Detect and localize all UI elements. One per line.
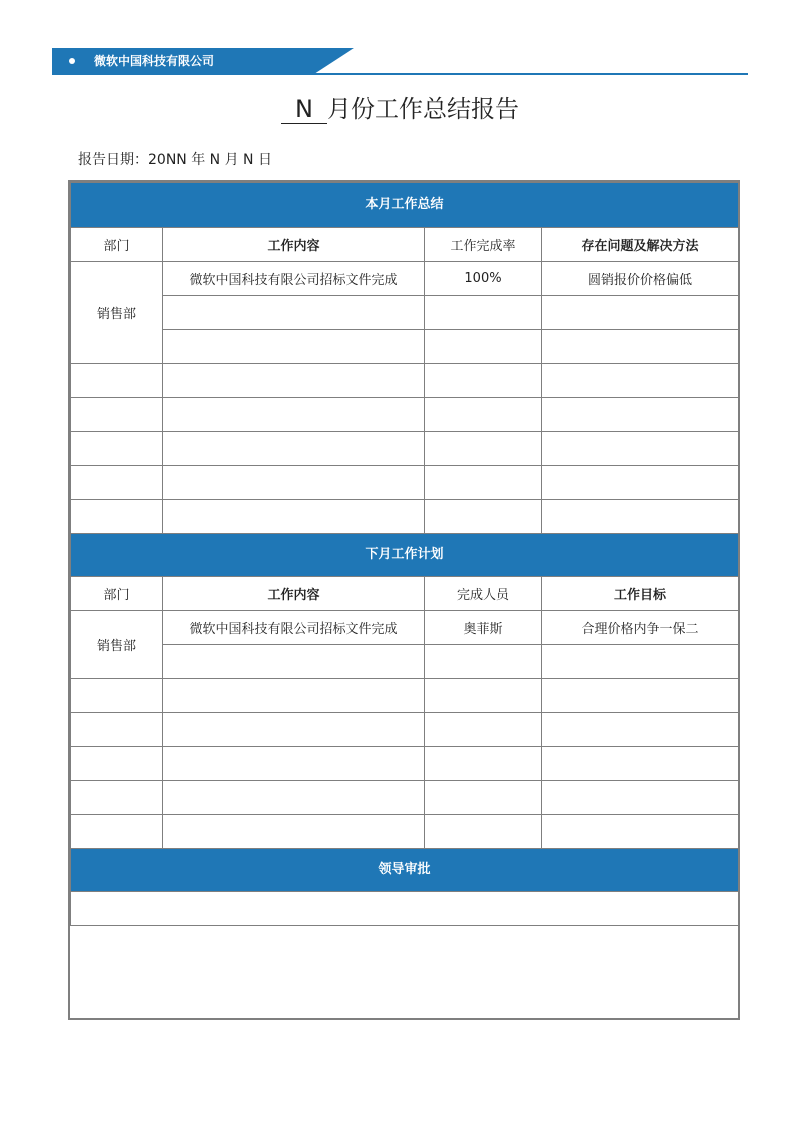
empty-cell[interactable]	[542, 747, 739, 781]
empty-cell[interactable]	[163, 679, 425, 713]
empty-cell[interactable]	[71, 781, 163, 815]
empty-cell[interactable]	[163, 364, 425, 398]
col-header-content: 工作内容	[163, 577, 425, 611]
empty-cell[interactable]	[542, 679, 739, 713]
empty-cell[interactable]	[163, 296, 425, 330]
empty-cell[interactable]	[71, 466, 163, 500]
banner-tail	[314, 48, 354, 74]
header-banner	[52, 48, 800, 76]
col-header-goal: 工作目标	[542, 577, 739, 611]
empty-cell[interactable]	[425, 815, 542, 849]
col-header-content: 工作内容	[163, 228, 425, 262]
empty-cell[interactable]	[425, 781, 542, 815]
empty-cell[interactable]	[425, 645, 542, 679]
section-next-month: 下月工作计划	[71, 534, 739, 577]
section-this-month: 本月工作总结	[71, 183, 739, 228]
empty-cell[interactable]	[163, 645, 425, 679]
empty-cell[interactable]	[425, 398, 542, 432]
report-grid	[70, 182, 739, 926]
empty-cell[interactable]	[163, 781, 425, 815]
empty-cell[interactable]	[542, 466, 739, 500]
empty-cell[interactable]	[542, 815, 739, 849]
month-blank[interactable]: N	[281, 95, 327, 124]
empty-cell[interactable]	[163, 500, 425, 534]
empty-cell[interactable]	[71, 500, 163, 534]
empty-cell[interactable]	[71, 398, 163, 432]
empty-cell[interactable]	[542, 330, 739, 364]
col-header-rate: 工作完成率	[425, 228, 542, 262]
empty-cell[interactable]	[542, 398, 739, 432]
goal-cell[interactable]: 合理价格内争一保二	[542, 611, 739, 645]
empty-cell[interactable]	[425, 330, 542, 364]
empty-cell[interactable]	[163, 466, 425, 500]
page-title	[0, 92, 800, 126]
dept-cell[interactable]: 销售部	[71, 611, 163, 679]
empty-cell[interactable]	[542, 645, 739, 679]
empty-cell[interactable]	[542, 296, 739, 330]
approval-area[interactable]	[71, 892, 739, 926]
report-table	[68, 180, 740, 1020]
empty-cell[interactable]	[425, 747, 542, 781]
empty-cell[interactable]	[163, 747, 425, 781]
empty-cell[interactable]	[542, 432, 739, 466]
staff-cell[interactable]: 奥菲斯	[425, 611, 542, 645]
empty-cell[interactable]	[163, 815, 425, 849]
dept-cell[interactable]: 销售部	[71, 262, 163, 364]
col-header-staff: 完成人员	[425, 577, 542, 611]
empty-cell[interactable]	[425, 679, 542, 713]
section-approval: 领导审批	[71, 849, 739, 892]
empty-cell[interactable]	[163, 398, 425, 432]
col-header-dept: 部门	[71, 228, 163, 262]
empty-cell[interactable]	[542, 781, 739, 815]
col-header-dept: 部门	[71, 577, 163, 611]
empty-cell[interactable]	[425, 466, 542, 500]
empty-cell[interactable]	[425, 432, 542, 466]
issues-cell[interactable]: 圆销报价价格偏低	[542, 262, 739, 296]
content-cell[interactable]: 微软中国科技有限公司招标文件完成	[163, 262, 425, 296]
empty-cell[interactable]	[71, 364, 163, 398]
empty-cell[interactable]	[71, 713, 163, 747]
empty-cell[interactable]	[71, 747, 163, 781]
title-text: 月份工作总结报告	[327, 95, 519, 123]
report-date: 报告日期：20NN 年 N 月 N 日	[78, 152, 272, 168]
rate-cell[interactable]: 100%	[425, 262, 542, 296]
empty-cell[interactable]	[71, 815, 163, 849]
banner-line	[52, 73, 748, 75]
empty-cell[interactable]	[163, 713, 425, 747]
company-name: 微软中国科技有限公司	[94, 54, 215, 68]
empty-cell[interactable]	[163, 432, 425, 466]
empty-cell[interactable]	[71, 679, 163, 713]
empty-cell[interactable]	[425, 296, 542, 330]
bullet-icon	[69, 58, 75, 64]
empty-cell[interactable]	[425, 500, 542, 534]
empty-cell[interactable]	[425, 713, 542, 747]
col-header-issues: 存在问题及解决方法	[542, 228, 739, 262]
empty-cell[interactable]	[542, 500, 739, 534]
empty-cell[interactable]	[425, 364, 542, 398]
empty-cell[interactable]	[71, 432, 163, 466]
empty-cell[interactable]	[542, 713, 739, 747]
empty-cell[interactable]	[163, 330, 425, 364]
empty-cell[interactable]	[542, 364, 739, 398]
content-cell[interactable]: 微软中国科技有限公司招标文件完成	[163, 611, 425, 645]
